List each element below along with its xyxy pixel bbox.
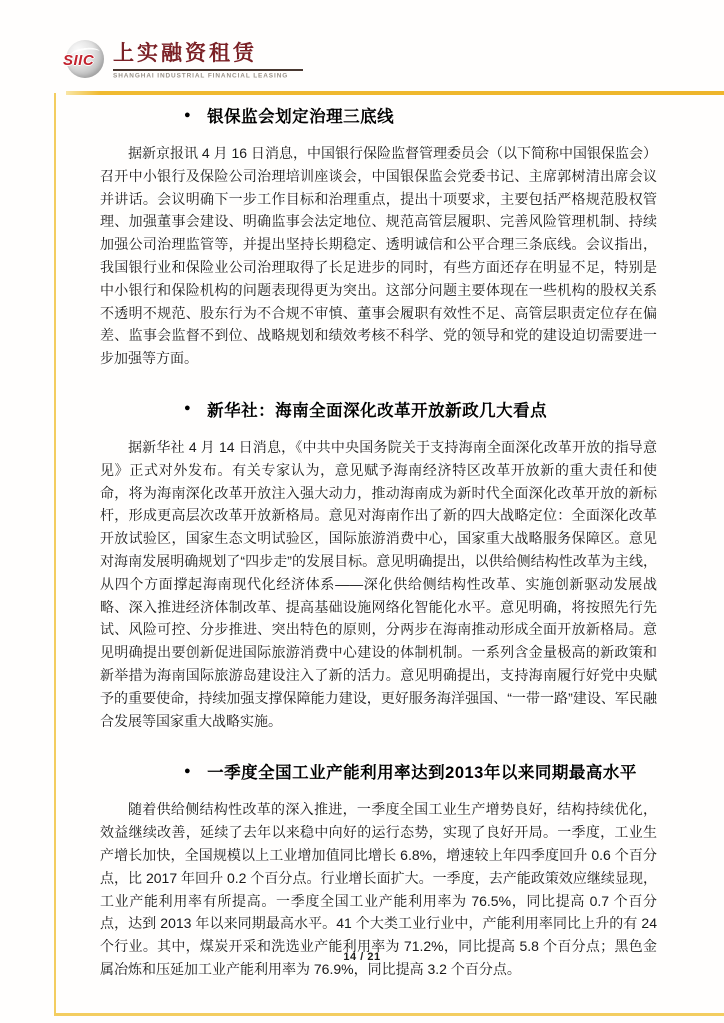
siic-logo-text: SIIC [63, 52, 95, 69]
company-logo [63, 40, 724, 86]
company-name-cn: 上实融资租赁 [113, 42, 303, 71]
section-3-body: 随着供给侧结构性改革的深入推进，一季度全国工业生产增势良好，结构持续优化，效益继续改善，延续了去年以来稳中向好的运行态势，实现了良好开局。一季度，工业生产增长加快，全国规模以上工业增加值同比增长 6.8%，增速较上年四季度回升 0.6 个百分点，比 2017 年回升 0.2 个百分点。行业增长面扩大。一季度，去产能政策效应继续显现，工业产能利用率有所提高。一季度全国工业产能利用率为 76.5%，同比提高 0.7 个百分点，达到 2013 年以来同期最高水平。41 个大类工业行业中，产能利用率同比上升的有 24 个行业。其中，煤炭开采和洗选业产能利用率为 71.2%，同比提高 5.8 个百分点；黑色金属冶炼和压延加工业产能利用率为 76.9%，同比提高 3.2 个百分点。 [100, 801, 657, 977]
news-section-2 [100, 397, 657, 732]
bullet-icon: ● [184, 402, 192, 415]
company-name-block [113, 40, 303, 80]
siic-globe-icon [63, 40, 104, 78]
page-frame-left [54, 93, 56, 1015]
news-section-3 [100, 759, 657, 980]
page-number: 14 / 21 [343, 951, 381, 963]
section-1-body: 据新京报讯 4 月 16 日消息，中国银行保险监督管理委员会（以下简称中国银保监会）召开中小银行及保险公司治理培训座谈会，中国银保监会党委书记、主席郭树清出席会议并讲话。会议明确下一步工作目标和治理重点，提出十项要求，主要包括严格规范股权管理、加强董事会建设、明确监事会法定地位、规范高管层履职、完善风险管理机制、持续加强公司治理监管等，并提出坚持长期稳定、透明诚信和公平合理三条底线。会议指出，我国银行业和保险业公司治理取得了长足进步的同时，有些方面还存在明显不足，特别是中小银行和保险机构的问题表现得更为突出。这部分问题主要体现在一些机构的股权关系不透明不规范、股东行为不合规不审慎、董事会履职有效性不足、高管层职责定位存在偏差、监事会监督不到位、战略规划和绩效考核不科学、党的领导和党的建设迫切需要进一步加强等方面。 [100, 145, 657, 367]
section-1-title: 银保监会划定治理三底线 [207, 108, 395, 126]
section-2-heading [184, 397, 657, 421]
page-frame-bottom [54, 1013, 724, 1016]
bullet-icon: ● [184, 764, 192, 777]
section-2-body: 据新华社 4 月 14 日消息，《中共中央国务院关于支持海南全面深化改革开放的指导意见》正式对外发布。有关专家认为，意见赋予海南经济特区改革开放新的重大责任和使命，将为海南深化改革开放注入强大动力，推动海南成为新时代全面深化改革开放的新标杆，形成更高层次改革开放新格局。意见对海南作出了新的四大战略定位：全面深化改革开放试验区，国家生态文明试验区，国际旅游消费中心，国家重大战略服务保障区。意见对海南发展明确规划了“四步走”的发展目标。意见明确提出，以供给侧结构性改革为主线，从四个方面撑起海南现代化经济体系——深化供给侧结构性改革、实施创新驱动发展战略、深入推进经济体制改革、提高基础设施网络化智能化水平。意见明确，将按照先行先试、风险可控、分步推进、突出特色的原则，分两步在海南推动形成全面开放新格局。意见明确提出要创新促进国际旅游消费中心建设的体制机制。一系列含金量极高的新政策和新举措为海南国际旅游岛建设注入了新的活力。意见明确提出，支持海南履行好党中央赋予的重要使命，持续加强支撑保障能力建设，更好服务海洋强国、“一带一路”建设、军民融合发展等国家重大战略实施。 [100, 438, 657, 729]
company-name-en: SHANGHAI INDUSTRIAL FINANCIAL LEASING [113, 73, 289, 80]
section-1-heading [184, 103, 657, 127]
section-2-title: 新华社：海南全面深化改革开放新政几大看点 [207, 401, 548, 420]
header-gold-rule [66, 91, 724, 95]
page-header [0, 0, 724, 95]
bullet-icon: ● [184, 108, 192, 121]
page-content [100, 103, 657, 981]
section-3-heading [184, 759, 657, 783]
news-section-1 [100, 103, 657, 370]
section-3-title: 一季度全国工业产能利用率达到2013年以来同期最高水平 [207, 764, 637, 783]
